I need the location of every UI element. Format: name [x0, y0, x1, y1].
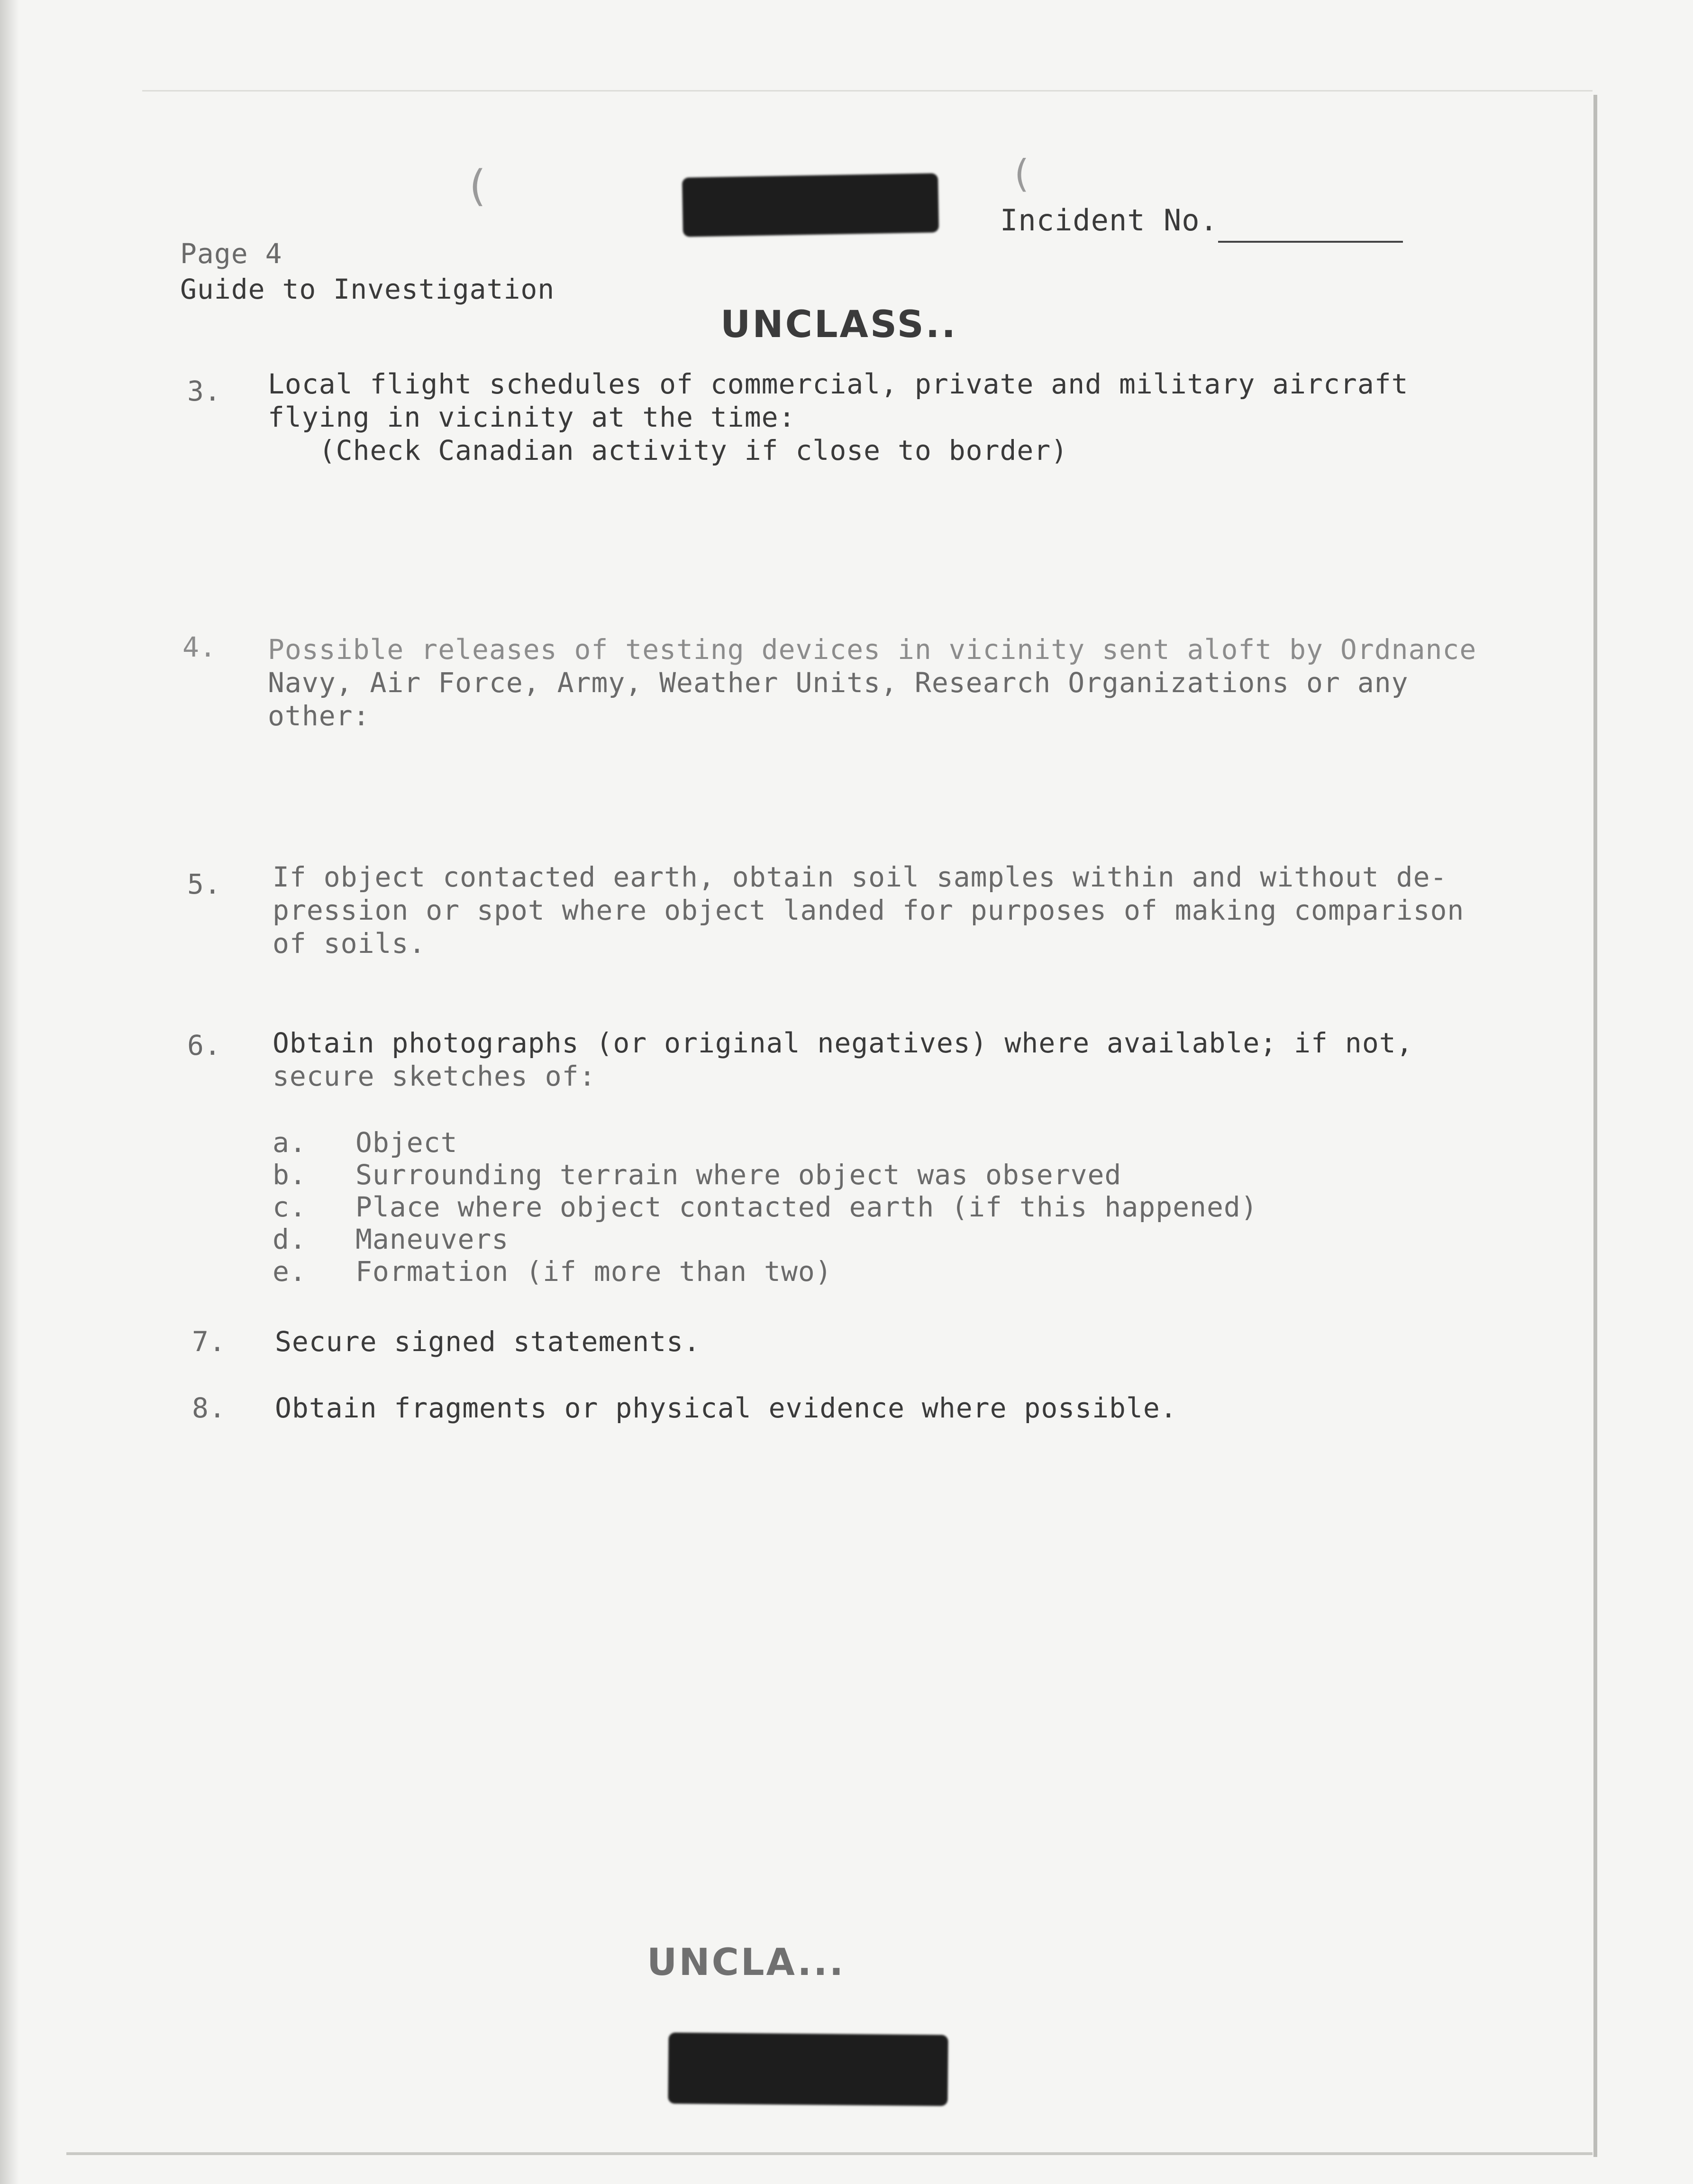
item-line: flying in vicinity at the time: [268, 401, 796, 433]
subitem-letter: a. [273, 1126, 307, 1159]
guide-title: Guide to Investigation [180, 273, 555, 305]
subitem-letter: b. [273, 1159, 307, 1191]
item-number: 3. [187, 375, 221, 407]
redaction-top [682, 173, 939, 237]
item-number: 6. [187, 1029, 221, 1061]
subitem-text: Surrounding terrain where object was observed [355, 1159, 1122, 1191]
subitem-text: Maneuvers [355, 1223, 509, 1255]
item-line: Obtain fragments or physical evidence where possible. [275, 1392, 1177, 1424]
subitem-text: Object [355, 1126, 458, 1159]
item-line: If object contacted earth, obtain soil samples within and without de- [273, 861, 1447, 893]
item-line: (Check Canadian activity if close to border) [268, 434, 1068, 466]
item-number: 4. [182, 631, 217, 663]
classification-stamp-top: UNCLASS.. [720, 303, 958, 346]
classification-stamp-bottom: UNCLA... [647, 1941, 846, 1984]
item-line: secure sketches of: [273, 1060, 596, 1092]
scan-edge-right [1593, 95, 1597, 2157]
incident-number-blank [1218, 241, 1403, 243]
incident-label: Incident No. [1000, 203, 1218, 238]
item-line: Local flight schedules of commercial, private and military aircraft [268, 368, 1409, 400]
scan-mark: ( [1014, 152, 1029, 196]
item-number: 5. [187, 868, 221, 900]
scan-edge-left [0, 0, 19, 2184]
item-line: Possible releases of testing devices in vicinity sent aloft by Ordnance [268, 633, 1477, 666]
scan-edge-top [142, 90, 1593, 91]
item-line: of soils. [273, 927, 426, 959]
subitem-text: Formation (if more than two) [355, 1255, 832, 1288]
scan-mark: ( [469, 161, 486, 211]
subitem-letter: d. [273, 1223, 307, 1255]
scan-edge-bottom [66, 2152, 1593, 2155]
item-line: other: [268, 700, 370, 732]
redaction-bottom [668, 2032, 948, 2106]
page-label: Page 4 [180, 238, 282, 270]
item-number: 7. [192, 1325, 226, 1358]
subitem-letter: e. [273, 1255, 307, 1288]
item-line: pression or spot where object landed for purposes of making comparison [273, 894, 1465, 926]
subitem-text: Place where object contacted earth (if this happened) [355, 1191, 1258, 1223]
item-line: Obtain photographs (or original negatives) where available; if not, [273, 1027, 1413, 1059]
item-line: Navy, Air Force, Army, Weather Units, Research Organizations or any [268, 667, 1409, 699]
subitem-letter: c. [273, 1191, 307, 1223]
item-number: 8. [192, 1392, 226, 1424]
item-line: Secure signed statements. [275, 1325, 701, 1358]
